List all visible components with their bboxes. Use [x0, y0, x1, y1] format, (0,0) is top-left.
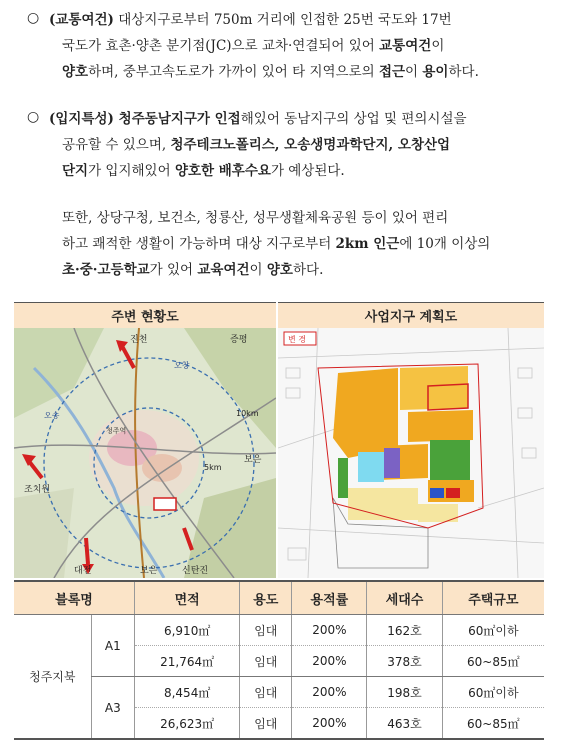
para3-line3: 초·중·고등학교가 있어 교육여건이 양호하다. [62, 262, 324, 278]
para2-line3: 단지가 입지해있어 양호한 배후수요가 예상된다. [62, 163, 345, 179]
col-header-units: 세대수 [367, 581, 442, 615]
block-cell: A3 [91, 677, 134, 740]
label-ochang: 오창 [174, 361, 190, 370]
size-cell: 60㎡이하 [442, 677, 544, 708]
site-plan-title: 사업지구 계획도 [278, 302, 544, 329]
label-daejeon: 대전 [74, 566, 92, 576]
area-cell: 8,454㎡ [135, 677, 240, 708]
area-cell: 6,910㎡ [135, 615, 240, 646]
size-cell: 60㎡이하 [442, 615, 544, 646]
label-boeun-bottom: 보은 [140, 566, 158, 576]
bullet-circle: ○ [27, 10, 40, 26]
label-cheongju-station: 청주역 [106, 427, 127, 435]
use-cell: 임대 [240, 646, 292, 677]
para3-line2: 하고 쾌적한 생활이 가능하며 대상 지구로부터 2km 인근에 10개 이상의 [62, 236, 491, 252]
far-cell: 200% [292, 677, 367, 708]
col-header-size: 주택규모 [442, 581, 544, 615]
far-cell: 200% [292, 708, 367, 740]
units-cell: 162호 [367, 615, 442, 646]
block-summary-table [14, 580, 544, 740]
transport-heading: (교통여건) [49, 12, 114, 28]
units-cell: 378호 [367, 646, 442, 677]
bullet-circle: ○ [27, 109, 40, 125]
units-cell: 463호 [367, 708, 442, 740]
label-jincheon: 진천 [130, 335, 148, 345]
change-badge: 변 경 [288, 335, 306, 344]
table-header-row [14, 581, 544, 615]
far-cell: 200% [292, 615, 367, 646]
use-cell: 임대 [240, 708, 292, 740]
para3-line1: 또한, 상당구청, 보건소, 청룡산, 성무생활체육공원 등이 있어 편리 [62, 210, 449, 226]
area-cell: 26,623㎡ [135, 708, 240, 740]
col-header-far: 용적률 [292, 581, 367, 615]
para1-line3: 양호하며, 중부고속도로가 가까이 있어 타 지역으로의 접근이 용이하다. [62, 64, 479, 80]
label-10km: 10km [236, 409, 259, 418]
surroundings-map-title: 주변 현황도 [14, 302, 276, 329]
group-cell: 청주지북 [14, 615, 91, 740]
block-cell: A1 [91, 615, 134, 677]
col-header-area: 면적 [135, 581, 240, 615]
far-cell: 200% [292, 646, 367, 677]
para1-line1: (교통여건) 대상지구로부터 750m 거리에 인접한 25번 국도와 17번 [49, 12, 452, 28]
label-jeungpyeong: 증평 [230, 335, 248, 345]
area-cell: 21,764㎡ [135, 646, 240, 677]
label-osong: 오송 [44, 411, 60, 420]
size-cell: 60~85㎡ [442, 708, 544, 740]
label-5km: 5km [204, 463, 222, 472]
units-cell: 198호 [367, 677, 442, 708]
para2-line2: 공유할 수 있으며, 청주테크노폴리스, 오송생명과학단지, 오창산업 [62, 137, 451, 153]
use-cell: 임대 [240, 615, 292, 646]
size-cell: 60~85㎡ [442, 646, 544, 677]
surroundings-map [14, 328, 276, 578]
site-plan-map [278, 328, 544, 578]
para1-line2: 국도가 효촌·양촌 분기점(JC)으로 교차·연결되어 있어 교통여건이 [62, 38, 445, 54]
table-row [14, 677, 544, 708]
label-sintanjin: 신탄진 [182, 566, 209, 576]
table-row [14, 615, 544, 646]
use-cell: 임대 [240, 677, 292, 708]
label-boeun: 보은 [244, 455, 262, 465]
label-jochiwon: 조치원 [24, 485, 51, 495]
col-header-block: 블록명 [14, 581, 135, 615]
location-heading: (입지특성) [49, 111, 114, 127]
col-header-use: 용도 [240, 581, 292, 615]
para2-line1: (입지특성) 청주동남지구가 인접해있어 동남지구의 상업 및 편의시설을 [49, 111, 467, 127]
